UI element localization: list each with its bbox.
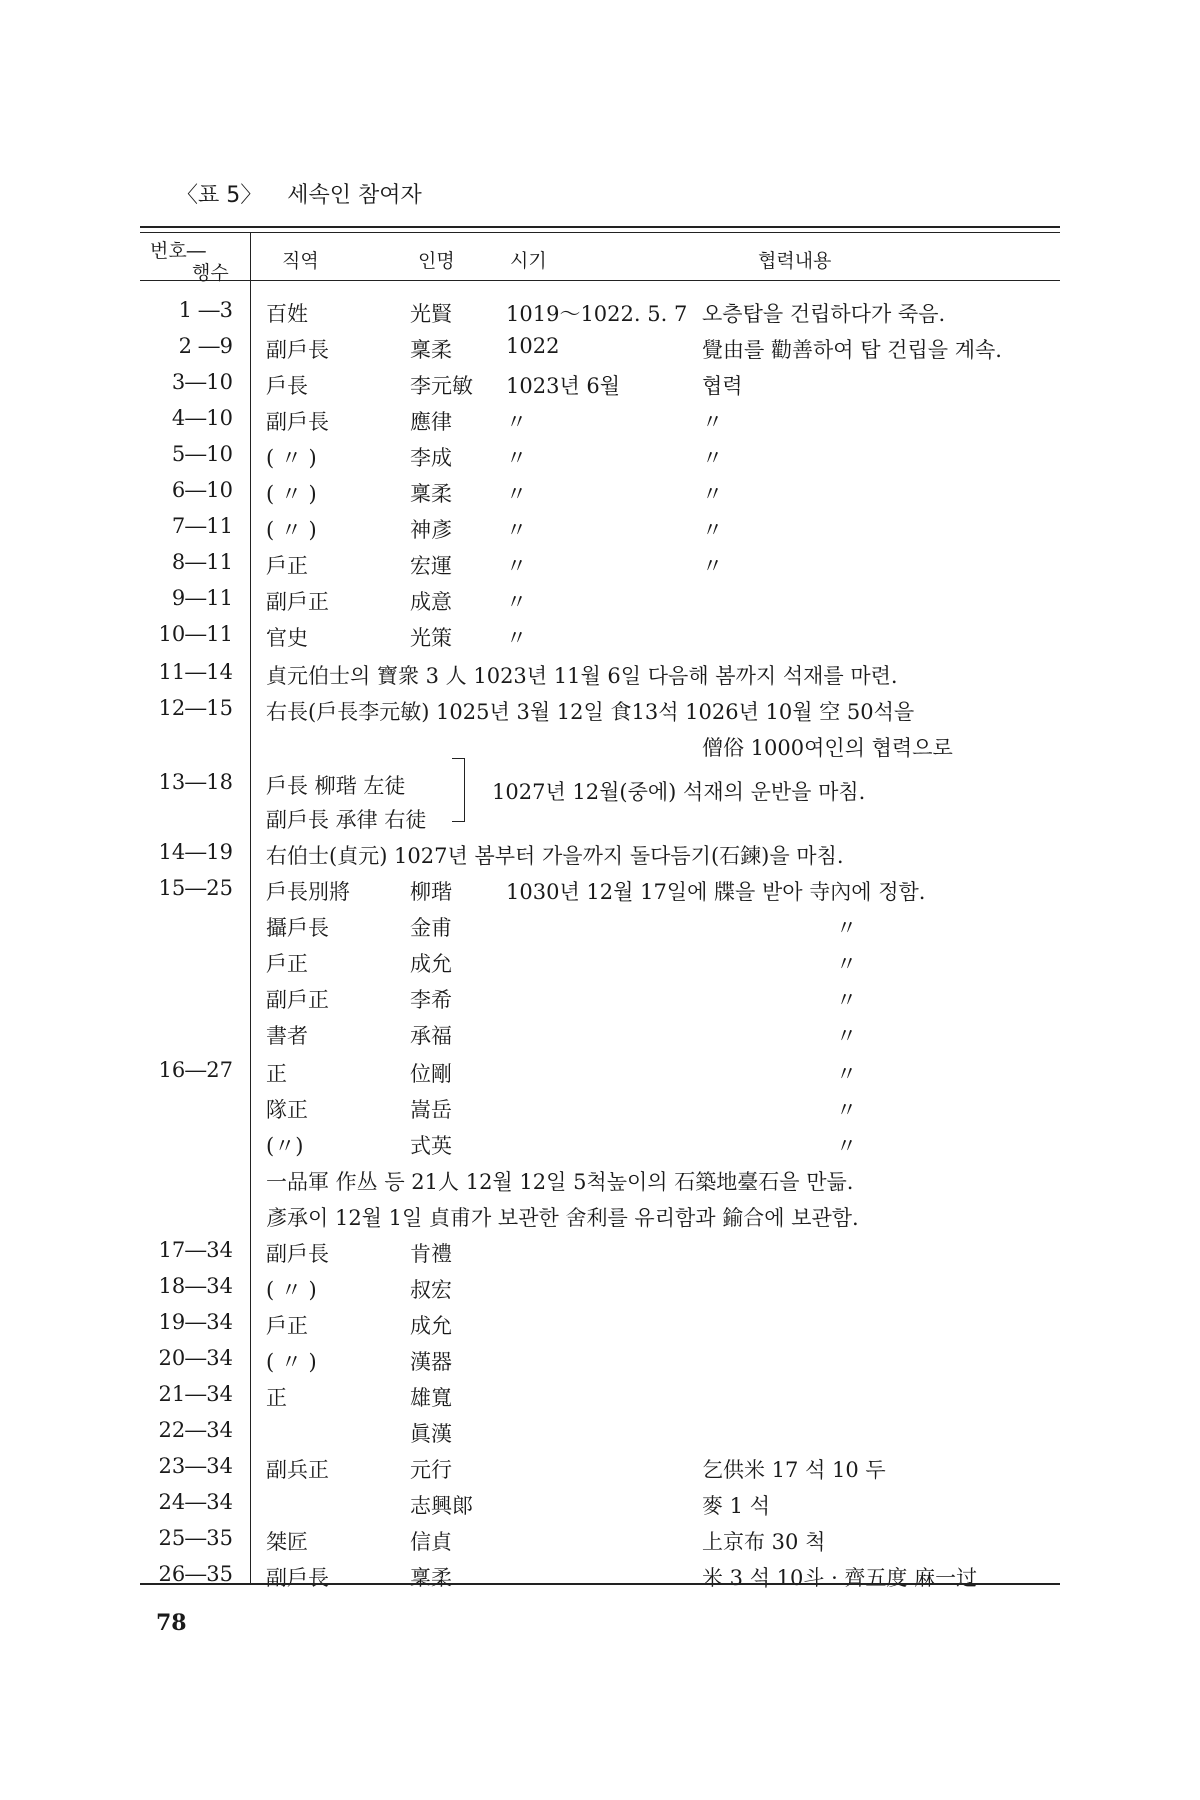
- row-content: 〃: [702, 446, 723, 470]
- table-row: [0, 836, 1200, 870]
- row-number: 2 ―9: [178, 334, 233, 358]
- table-row: [0, 1162, 1200, 1196]
- row-title: ( 〃 ): [266, 446, 317, 470]
- top-rule: [140, 226, 1060, 228]
- table-row: [0, 1054, 1200, 1088]
- row-name: 漢器: [410, 1350, 452, 1374]
- table-row: [0, 1378, 1200, 1412]
- row-name: 李元敏: [410, 374, 473, 398]
- row-number: 22―34: [158, 1418, 233, 1442]
- table-row: [0, 1090, 1200, 1124]
- row-text: 右長(戶長李元敏) 1025년 3월 12일 食13석 1026년 10월 空 50석을: [266, 700, 915, 724]
- row-time: 1022: [506, 334, 560, 358]
- header-num-top: 번호―: [150, 240, 206, 262]
- table-label: 〈표 5〉: [176, 183, 263, 208]
- row-number: 4―10: [171, 406, 233, 430]
- row-title: 副戶正: [266, 590, 329, 614]
- row-title: 戶長別將: [266, 880, 350, 904]
- row-content: 협력: [702, 374, 743, 398]
- row-content: 麥 1 석: [702, 1494, 770, 1518]
- row-number: 20―34: [158, 1346, 233, 1370]
- header-rule: [140, 280, 1060, 281]
- row13-time: 1027년 12월(중에) 석재의 운반을 마침.: [492, 780, 866, 804]
- row-name: 位剛: [410, 1062, 452, 1086]
- row-name: 眞漢: [410, 1422, 452, 1446]
- row-title: 桀匠: [266, 1530, 308, 1554]
- row-content: 上京布 30 척: [702, 1530, 826, 1554]
- row-number: 1 ―3: [178, 298, 233, 322]
- row-title: 副兵正: [266, 1458, 329, 1482]
- row-name: 金甫: [410, 916, 452, 940]
- row-title: 戶正: [266, 1314, 308, 1338]
- row-name: 稟柔: [410, 482, 452, 506]
- top-rule-thin: [140, 232, 1060, 233]
- row-text: 一品軍 作丛 등 21人 12월 12일 5척높이의 石築地臺石을 만듦.: [266, 1170, 854, 1194]
- table-row: [0, 1234, 1200, 1268]
- row-time: 〃: [506, 518, 527, 542]
- row-name: 成允: [410, 952, 452, 976]
- row-name: 信貞: [410, 1530, 452, 1554]
- table-row: [0, 1486, 1200, 1520]
- table-row: [0, 1342, 1200, 1376]
- row-time: 〃: [506, 410, 527, 434]
- table-row: [0, 692, 1200, 726]
- row-name: 稟柔: [410, 338, 452, 362]
- row-time: 〃: [506, 482, 527, 506]
- row-title: ( 〃 ): [266, 482, 317, 506]
- row-ditto: 〃: [836, 1062, 857, 1086]
- row-title: 副戶長: [266, 410, 329, 434]
- row-title: ( 〃 ): [266, 1350, 317, 1374]
- table-row: [0, 330, 1200, 364]
- table-row: [0, 656, 1200, 690]
- row-title: (〃): [266, 1134, 304, 1158]
- row-name: 李成: [410, 446, 452, 470]
- row-number: 3―10: [171, 370, 233, 394]
- row-number: 25―35: [158, 1526, 233, 1550]
- row-time: 〃: [506, 446, 527, 470]
- table-row: [0, 772, 1200, 806]
- header-title: 직역: [282, 250, 319, 272]
- table-row: [0, 980, 1200, 1014]
- row-name: 式英: [410, 1134, 452, 1158]
- row-content: 覺由를 勸善하여 탑 건립을 계속.: [702, 338, 1002, 362]
- row-number: 9―11: [171, 586, 233, 610]
- row-time: 〃: [506, 590, 527, 614]
- row-title: 官史: [266, 626, 308, 650]
- table-row: [0, 366, 1200, 400]
- row-title: 正: [266, 1062, 287, 1086]
- row-number: 7―11: [171, 514, 233, 538]
- header-time: 시기: [510, 250, 547, 272]
- row-text: 右伯士(貞元) 1027년 봄부터 가을까지 돌다듬기(石鍊)을 마침.: [266, 844, 844, 868]
- table-row: [0, 1198, 1200, 1232]
- row-ditto: 〃: [836, 916, 857, 940]
- header-name: 인명: [418, 250, 455, 272]
- table-row: [0, 728, 1200, 762]
- table-row: [0, 582, 1200, 616]
- row-ditto: 〃: [836, 988, 857, 1012]
- row-title: 副戶長: [266, 1242, 329, 1266]
- row-title: 戶長: [266, 374, 308, 398]
- row-number: 19―34: [158, 1310, 233, 1334]
- row-title: 書者: [266, 1024, 308, 1048]
- table-row: [0, 908, 1200, 942]
- row-ditto: 〃: [836, 952, 857, 976]
- row-name: 光賢: [410, 302, 452, 326]
- row-name: 成意: [410, 590, 452, 614]
- table-title: 세속인 참여자: [287, 183, 422, 208]
- row-number: 10―11: [158, 622, 233, 646]
- row-name: 光策: [410, 626, 452, 650]
- row-time: 1019～1022. 5. 7: [506, 302, 688, 326]
- row-name: 肯禮: [410, 1242, 452, 1266]
- row-time: 1023년 6월: [506, 374, 621, 398]
- row-number: 5―10: [171, 442, 233, 466]
- row-time: 〃: [506, 626, 527, 650]
- row-title: 副戶長: [266, 338, 329, 362]
- row-number: 23―34: [158, 1454, 233, 1478]
- row-title: 副戶正: [266, 988, 329, 1012]
- row-number: 16―27: [158, 1058, 233, 1082]
- table-row: [0, 1306, 1200, 1340]
- table-row: [0, 474, 1200, 508]
- header-num-bottom: 행수: [192, 262, 229, 284]
- row-number: 11―14: [158, 660, 233, 684]
- row-title: 戶正: [266, 554, 308, 578]
- row-name: 應律: [410, 410, 452, 434]
- row-name: 稟柔: [410, 1566, 452, 1590]
- row-ditto: 〃: [836, 1098, 857, 1122]
- row-content: 僧俗 1000여인의 협력으로: [702, 736, 953, 760]
- bottom-rule: [140, 1583, 1060, 1585]
- row-text: 1030년 12월 17일에 牒을 받아 寺內에 정함.: [506, 880, 926, 904]
- table-row: [0, 546, 1200, 580]
- row-title: 副戶長: [266, 1566, 329, 1590]
- row-name: 李希: [410, 988, 452, 1012]
- row-title: 隊正: [266, 1098, 308, 1122]
- row-name: 志興郞: [410, 1494, 473, 1518]
- table-row: [0, 872, 1200, 906]
- row-content: 〃: [702, 518, 723, 542]
- row-name: 柳瑎: [410, 880, 452, 904]
- row-content: 오층탑을 건립하다가 죽음.: [702, 302, 946, 326]
- row-text: 彥承이 12월 1일 貞甫가 보관한 舍利를 유리함과 鍮合에 보관함.: [266, 1206, 859, 1230]
- row-text: 副戶長 承律 右徒: [266, 808, 427, 832]
- row-name: 承福: [410, 1024, 452, 1048]
- row-title: 戶正: [266, 952, 308, 976]
- table-row: [0, 1126, 1200, 1160]
- row-number: 26―35: [158, 1562, 233, 1586]
- row-number: 24―34: [158, 1490, 233, 1514]
- row-number: 6―10: [171, 478, 233, 502]
- row-name: 宏運: [410, 554, 452, 578]
- table-row: [0, 618, 1200, 652]
- row-name: 嵩岳: [410, 1098, 452, 1122]
- row-content: 〃: [702, 482, 723, 506]
- row-number: 12―15: [158, 696, 233, 720]
- row-number: 14―19: [158, 840, 233, 864]
- row-ditto: 〃: [836, 1134, 857, 1158]
- row-title: 正: [266, 1386, 287, 1410]
- row-number: 21―34: [158, 1382, 233, 1406]
- row-content: 乞供米 17 석 10 두: [702, 1458, 886, 1482]
- page-number: 78: [156, 1610, 187, 1636]
- row-number: 18―34: [158, 1274, 233, 1298]
- row-number: 13―18: [158, 770, 233, 794]
- table-row: [0, 438, 1200, 472]
- row-title: 攝戶長: [266, 916, 329, 940]
- header-content: 협력내용: [758, 250, 832, 272]
- row-name: 雄寬: [410, 1386, 452, 1410]
- row-title: ( 〃 ): [266, 1278, 317, 1302]
- row-name: 成允: [410, 1314, 452, 1338]
- row-name: 神彥: [410, 518, 452, 542]
- row-number: 8―11: [171, 550, 233, 574]
- row-text: 貞元伯士의 寶衆 3 人 1023년 11월 6일 다음해 봄까지 석재를 마련.: [266, 664, 898, 688]
- row-content: 米 3 석 10斗 · 齊五度 麻一过: [702, 1566, 978, 1590]
- table-row: [0, 1270, 1200, 1304]
- row-title: 百姓: [266, 302, 308, 326]
- row-ditto: 〃: [836, 1024, 857, 1048]
- row-name: 叔宏: [410, 1278, 452, 1302]
- row-time: 〃: [506, 554, 527, 578]
- row-number: 17―34: [158, 1238, 233, 1262]
- row-number: 15―25: [158, 876, 233, 900]
- table-row: [0, 294, 1200, 328]
- row-title: ( 〃 ): [266, 518, 317, 542]
- table-row: [0, 944, 1200, 978]
- table-row: [0, 510, 1200, 544]
- table-row: [0, 1450, 1200, 1484]
- row-content: 〃: [702, 554, 723, 578]
- table-row: [0, 402, 1200, 436]
- table-row: [0, 1522, 1200, 1556]
- table-caption: [176, 178, 440, 209]
- row-text: 戶長 柳瑎 左徒: [266, 774, 406, 798]
- table-row: [0, 1414, 1200, 1448]
- row-content: 〃: [702, 410, 723, 434]
- row-name: 元行: [410, 1458, 452, 1482]
- table-row: [0, 1016, 1200, 1050]
- table-row: [0, 1558, 1200, 1592]
